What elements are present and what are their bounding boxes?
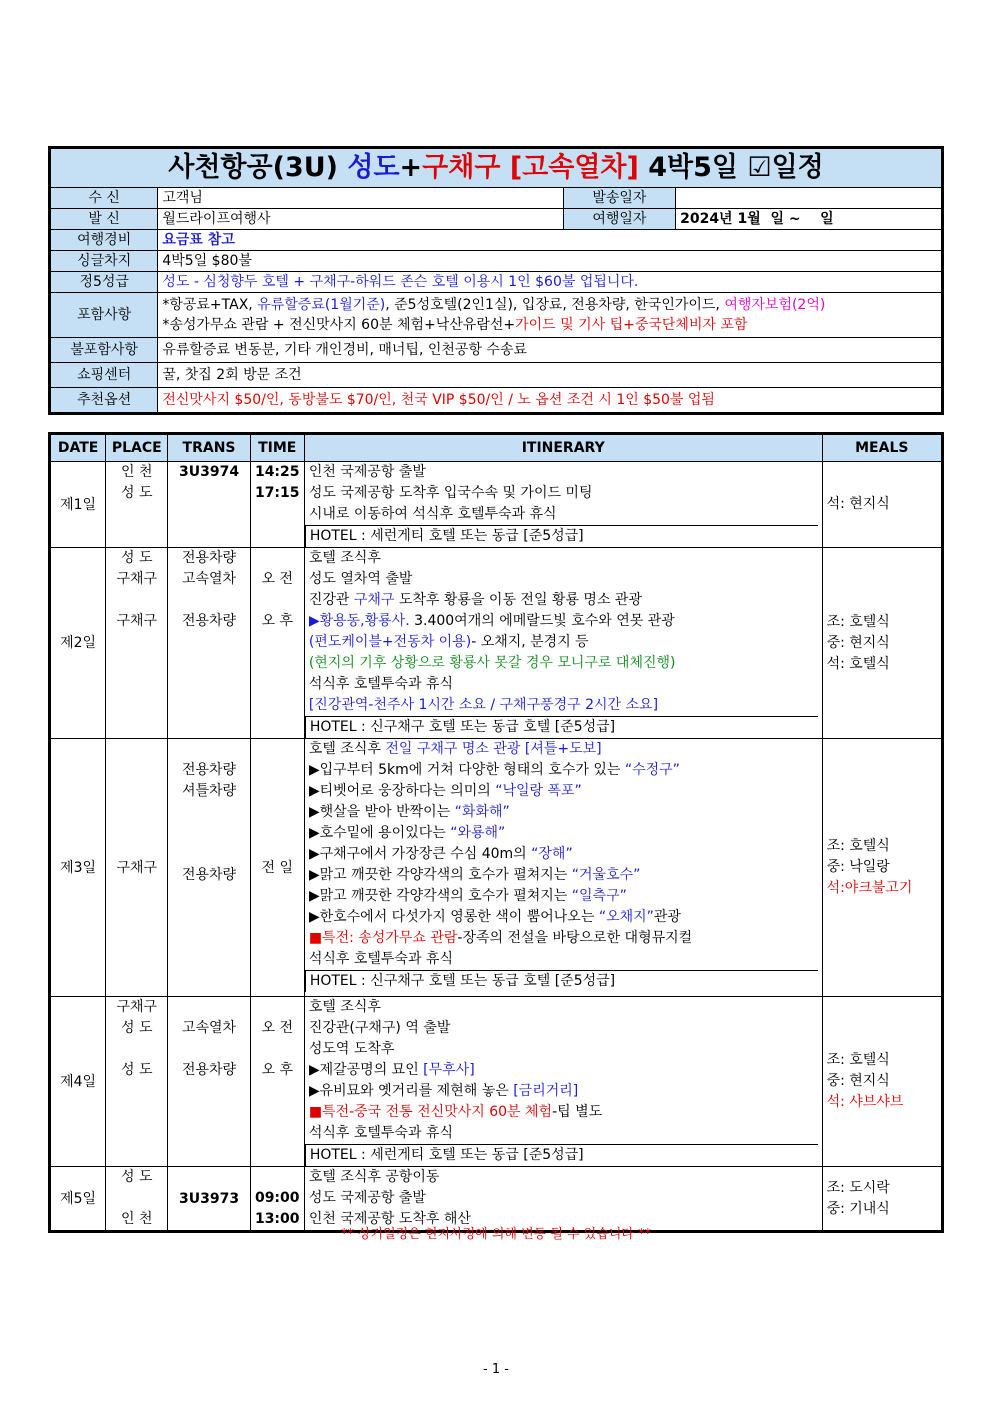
- day3-row: [50, 739, 943, 997]
- col-time: TIME: [250, 434, 304, 462]
- day1-time: 14:25 17:15: [250, 462, 304, 548]
- day5-place: 성 도 인 천: [106, 1167, 168, 1232]
- day4-hotel: HOTEL : 세런게티 호텔 또는 동급 [준5성급]: [305, 1144, 818, 1166]
- day3-date: 제3일: [50, 739, 106, 997]
- day1-meals: 석: 현지식: [822, 462, 942, 548]
- day4-time: 오 전 오 후: [250, 997, 304, 1167]
- sender-label: 발 신: [50, 209, 158, 230]
- day5-row: [50, 1167, 943, 1232]
- day3-time: 전 일: [250, 739, 304, 997]
- day3-meals: 조: 호텔식 중: 낙일랑 석:야크불고기: [822, 739, 942, 997]
- send-date-value: [676, 188, 943, 209]
- day2-time: 오 전 오 후: [250, 548, 304, 739]
- col-itinerary: ITINERARY: [304, 434, 822, 462]
- day2-date: 제2일: [50, 548, 106, 739]
- day1-itinerary: 인천 국제공항 출발 성도 국제공항 도착후 입국수속 및 가이드 미팅 시내로 이동하여 석식후 호텔투숙과 휴식 HOTEL : 세런게티 호텔 또는 동급 [준5성급]: [304, 462, 822, 548]
- recipient-label: 수 신: [50, 188, 158, 209]
- col-place: PLACE: [106, 434, 168, 462]
- day5-trans: 3U3973: [168, 1167, 250, 1232]
- day1-trans: 3U3974: [168, 462, 250, 548]
- cost-value: 요금표 참고: [158, 230, 943, 251]
- day2-trans: 전용차량 고속열차 전용차량: [168, 548, 250, 739]
- day5-time: 09:00 13:00: [250, 1167, 304, 1232]
- recipient-value: 고객님: [158, 188, 563, 209]
- day4-date: 제4일: [50, 997, 106, 1167]
- travel-date-label: 여행일자: [563, 209, 675, 230]
- day1-place: 인 천 성 도: [106, 462, 168, 548]
- schedule-table: [48, 432, 944, 1233]
- page-title: 사천항공(3U) 성도+구채구 [고속열차] 4박5일 ☑일정: [50, 148, 943, 188]
- day5-date: 제5일: [50, 1167, 106, 1232]
- options-value: 전신맛사지 $50/인, 동방불도 $70/인, 천국 VIP $50/인 / 노 옵션 조건 시 1인 $50불 업됨: [158, 388, 943, 414]
- col-trans: TRANS: [168, 434, 250, 462]
- day2-place: 성 도 구채구 구채구: [106, 548, 168, 739]
- day1-hotel: HOTEL : 세런게티 호텔 또는 동급 [준5성급]: [305, 525, 818, 547]
- shopping-value: 꿀, 찻집 2회 방문 조건: [158, 363, 943, 388]
- travel-date-value: 2024년 1월 일 ~ 일: [676, 209, 943, 230]
- included-value: *항공료+TAX, 유류할증료(1월기준), 준5성호텔(2인1실), 입장료, 전용차량, 한국인가이드, 여행자보험(2억) *송성가무쇼 관람 + 전신맛사지 60분 체험+낙산유람선+가이드 및 기사 팁+중국단체비자 포함: [158, 293, 943, 338]
- col-meals: MEALS: [822, 434, 942, 462]
- day3-place: 구채구: [106, 739, 168, 997]
- day3-trans: 전용차량 셔틀차량 전용차량: [168, 739, 250, 997]
- day1-row: [50, 462, 943, 548]
- day5-itinerary: 호텔 조식후 공항이동 성도 국제공항 출발 인천 국제공항 도착후 해산: [304, 1167, 822, 1232]
- day4-meals: 조: 호텔식 중: 현지식 석: 샤브샤브: [822, 997, 942, 1167]
- excluded-label: 불포함사항: [50, 338, 158, 363]
- day5-meals: 조: 도시락 중: 기내식: [822, 1167, 942, 1232]
- day2-row: [50, 548, 943, 739]
- hotel-upgrade-value: 성도 - 심청향두 호텔 + 구채구-하워드 존슨 호텔 이용시 1인 $60불 업됩니다.: [158, 272, 943, 293]
- day3-hotel: HOTEL : 신구채구 호텔 또는 동급 호텔 [준5성급]: [305, 970, 818, 992]
- day4-itinerary: 호텔 조식후 진강관(구채구) 역 출발 성도역 도착후 ▶제갈공명의 묘인 [무후사] ▶유비묘와 옛거리를 제현해 놓은 [금리거리] ■특전-중국 전통 전신맛사지 60분 체험-팁 별도 석식후 호텔투숙과 휴식 HOTEL : 세런게티 호텔 또는 동급 [준5성급]: [304, 997, 822, 1167]
- shopping-label: 쇼핑센터: [50, 363, 158, 388]
- excluded-value: 유류할증료 변동분, 기타 개인경비, 매너팁, 인천공항 수송료: [158, 338, 943, 363]
- day2-meals: 조: 호텔식 중: 현지식 석: 호텔식: [822, 548, 942, 739]
- schedule-note: ** 상기일정은 현지사정에 의해 변동 될 수 있습니다 **: [340, 1227, 652, 1242]
- info-table: [48, 146, 944, 415]
- options-label: 추천옵션: [50, 388, 158, 414]
- send-date-label: 발송일자: [563, 188, 675, 209]
- day1-date: 제1일: [50, 462, 106, 548]
- day3-itinerary: 호텔 조식후 전일 구채구 명소 관광 [셔틀+도보] ▶입구부터 5km에 거쳐 다양한 형태의 호수가 있는 “수정구” ▶티벳어로 웅장하다는 의미의 “낙일랑 폭포” ▶햇살을 받아 반짝이는 “화화해” ▶호수밑에 용이있다는 “와룡해” ▶구채구에서 가장장큰 수심 40m의 “장해” ▶맑고 깨끗한 각양각색의 호수가 펼쳐지는 “거울호수” ▶맑고 깨끗한 각양각색의 호수가 펼쳐지는 “일측구” ▶한호수에서 다섯가지 영롱한 색이 뿜어나오는 “오채지”관광 ■특전: 송성가무쇼 관람-장족의 전설을 바탕으로한 대형뮤지컬 석식후 호텔투숙과 휴식 HOTEL : 신구채구 호텔 또는 동급 호텔 [준5성급]: [304, 739, 822, 997]
- page-number: - 1 -: [483, 1362, 509, 1377]
- col-date: DATE: [50, 434, 106, 462]
- hotel-upgrade-label: 정5성급: [50, 272, 158, 293]
- single-charge-label: 싱글차지: [50, 251, 158, 272]
- day2-itinerary: 호텔 조식후 성도 열차역 출발 진강관 구채구 도착후 황룡을 이동 전일 황룡 명소 관광 ▶황용동,황룡사. 3.400여개의 에메랄드빛 호수와 연못 관광 (편도케이블+전동차 이용)- 오채지, 분경지 등 (현지의 기후 상황으로 황룡사 못갈 경우 모니구로 대체진행) 석식후 호텔투숙과 휴식 [진강관역-천주사 1시간 소요 / 구채구풍경구 2시간 소요] HOTEL : 신구채구 호텔 또는 동급 호텔 [준5성급]: [304, 548, 822, 739]
- day4-trans: 고속열차 전용차량: [168, 997, 250, 1167]
- single-charge-value: 4박5일 $80불: [158, 251, 943, 272]
- day2-hotel: HOTEL : 신구채구 호텔 또는 동급 호텔 [준5성급]: [305, 716, 818, 738]
- cost-label: 여행경비: [50, 230, 158, 251]
- day4-place: 구채구 성 도 성 도: [106, 997, 168, 1167]
- sender-value: 월드라이프여행사: [158, 209, 563, 230]
- included-label: 포함사항: [50, 293, 158, 338]
- day4-row: [50, 997, 943, 1167]
